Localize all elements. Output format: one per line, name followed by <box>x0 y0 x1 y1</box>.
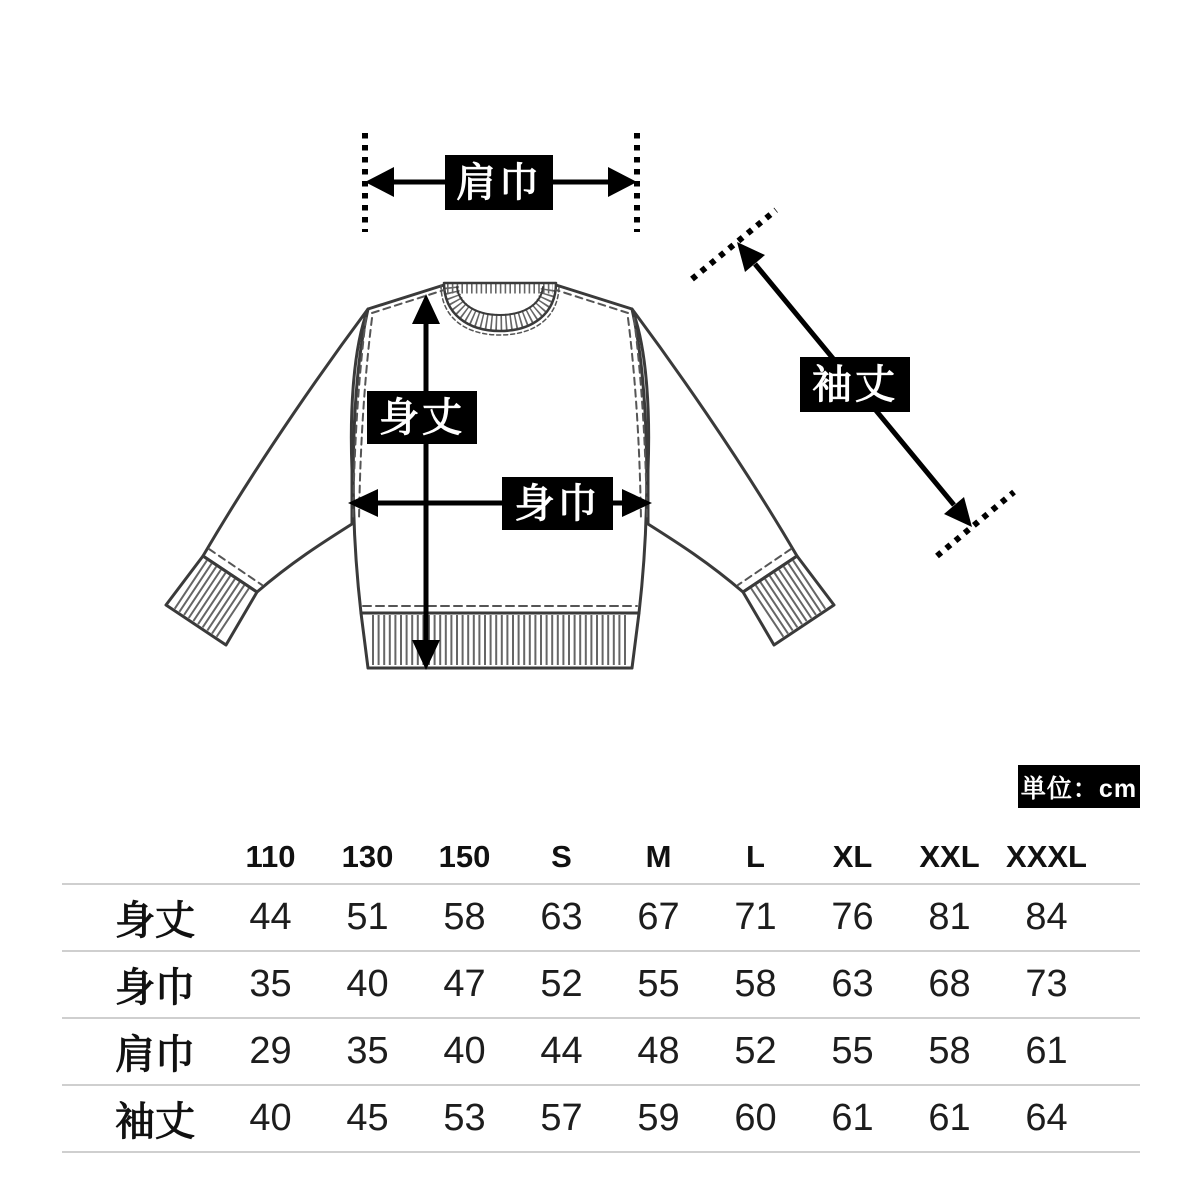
size-value-cell: 76 <box>831 896 874 938</box>
size-value-cell: 84 <box>1025 896 1068 938</box>
arrowhead-right <box>608 167 637 197</box>
size-value-cell: 67 <box>637 896 680 938</box>
row-label: 身巾 <box>115 966 195 1010</box>
size-column-header: XL <box>832 838 873 874</box>
size-table <box>62 830 1140 1153</box>
size-value-cell: 40 <box>346 963 389 1005</box>
size-value-cell: 71 <box>734 896 777 938</box>
size-value-cell: 63 <box>831 963 874 1005</box>
size-column-header: XXL <box>919 838 980 874</box>
size-value-cell: 60 <box>734 1097 777 1139</box>
size-column-header: XXXL <box>1006 838 1087 874</box>
right-cuff-ribbing <box>765 584 810 614</box>
left-cuff-ribbing <box>190 584 235 614</box>
size-value-cell: 64 <box>1025 1097 1068 1139</box>
size-value-cell: 63 <box>540 896 583 938</box>
size-value-cell: 73 <box>1025 963 1068 1005</box>
size-value-cell: 81 <box>928 896 971 938</box>
size-value-cell: 59 <box>637 1097 680 1139</box>
size-column-header: 150 <box>438 838 491 874</box>
size-value-cell: 52 <box>540 963 583 1005</box>
size-value-cell: 45 <box>346 1097 389 1139</box>
size-column-header: L <box>746 838 765 874</box>
size-column-header: 110 <box>245 838 296 874</box>
size-value-cell: 35 <box>346 1030 389 1072</box>
size-value-cell: 58 <box>734 963 777 1005</box>
size-table-header-row <box>62 830 1140 885</box>
table-row-body-length <box>62 885 1140 952</box>
size-value-cell: 47 <box>443 963 486 1005</box>
right-sleeve <box>632 309 797 592</box>
sleeve-length-label: 袖丈 <box>800 357 910 412</box>
size-value-cell: 61 <box>928 1097 971 1139</box>
size-value-cell: 40 <box>443 1030 486 1072</box>
dotted-extent-line <box>692 210 776 279</box>
size-value-cell: 55 <box>831 1030 874 1072</box>
row-label: 袖丈 <box>115 1100 195 1144</box>
size-value-cell: 55 <box>637 963 680 1005</box>
size-value-cell: 61 <box>1025 1030 1068 1072</box>
size-value-cell: 48 <box>637 1030 680 1072</box>
unit-badge: 単位：cm <box>1018 765 1140 808</box>
size-value-cell: 53 <box>443 1097 486 1139</box>
size-value-cell: 29 <box>249 1030 292 1072</box>
size-value-cell: 44 <box>249 896 292 938</box>
table-row-body-width <box>62 952 1140 1019</box>
arrowhead-down <box>412 640 440 670</box>
row-label: 身丈 <box>115 899 195 943</box>
size-value-cell: 61 <box>831 1097 874 1139</box>
sweatshirt-illustration <box>166 283 834 668</box>
row-label: 肩巾 <box>115 1033 195 1077</box>
size-column-header: S <box>551 838 572 874</box>
size-value-cell: 52 <box>734 1030 777 1072</box>
table-row-sleeve-length <box>62 1086 1140 1153</box>
size-value-cell: 58 <box>928 1030 971 1072</box>
garment-body <box>353 285 647 613</box>
size-value-cell: 57 <box>540 1097 583 1139</box>
size-value-cell: 51 <box>346 896 389 938</box>
table-row-shoulder-width <box>62 1019 1140 1086</box>
size-value-cell: 35 <box>249 963 292 1005</box>
body-width-label: 身巾 <box>502 477 613 530</box>
body-length-label: 身丈 <box>367 391 477 444</box>
left-sleeve <box>203 309 368 592</box>
size-value-cell: 68 <box>928 963 971 1005</box>
size-column-header: M <box>645 838 672 874</box>
arrowhead-left <box>365 167 394 197</box>
size-value-cell: 44 <box>540 1030 583 1072</box>
size-value-cell: 40 <box>249 1097 292 1139</box>
size-value-cell: 58 <box>443 896 486 938</box>
shoulder-width-label: 肩巾 <box>445 155 553 210</box>
size-column-header: 130 <box>341 838 394 874</box>
